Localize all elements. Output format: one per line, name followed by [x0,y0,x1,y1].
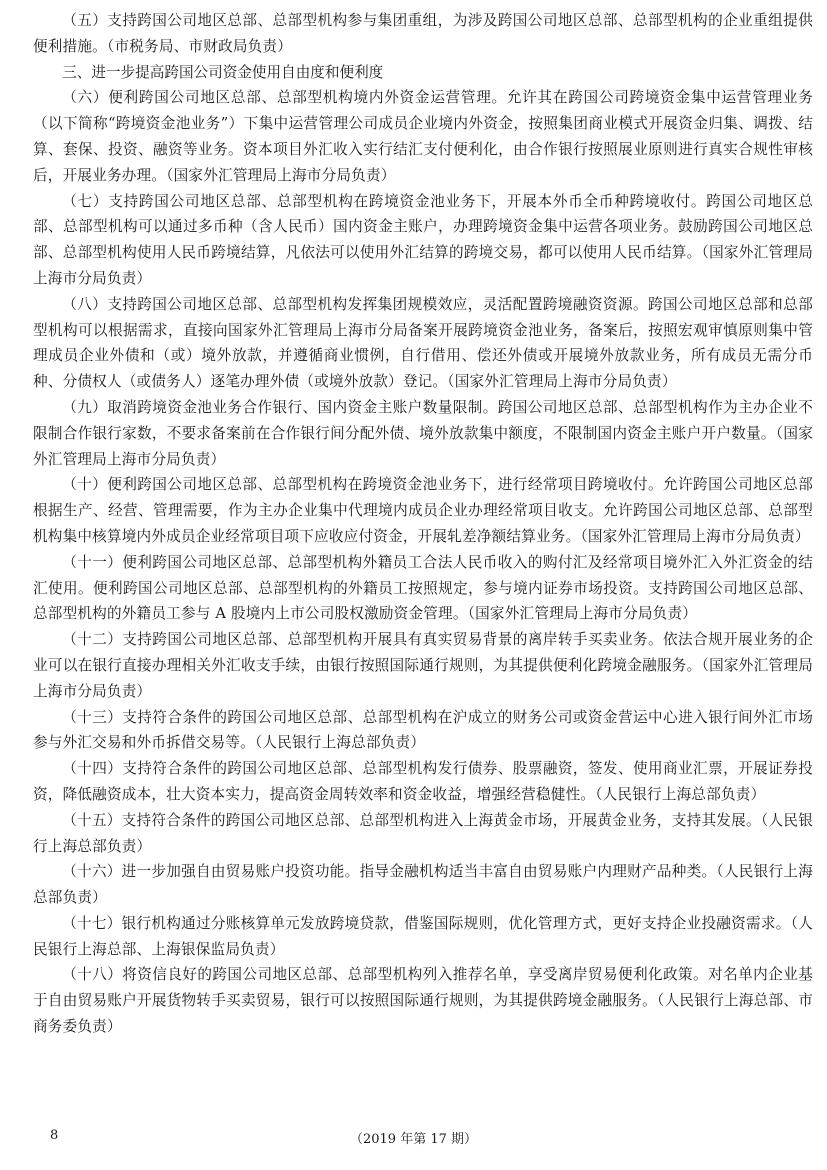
section-heading-3: 三、进一步提高跨国公司资金使用自由度和便利度 [62,63,384,81]
paragraph-11: （十一）便利跨国公司地区总部、总部型机构外籍员工合法人民币收入的购付汇及经常项目境外汇入外汇资金的结汇使用。便利跨国公司地区总部、总部型机构的外籍员工按照规定，参与境内证券市场投资。支持跨国公司地区总部、总部型机构的外籍员工参与 A 股境内上市公司股权激励资金管理。（国家外汇管理局上海市分局负责） [33,553,813,623]
paragraph-5: （五）支持跨国公司地区总部、总部型机构参与集团重组，为涉及跨国公司地区总部、总部型机构的企业重组提供便利措施。（市税务局、市财政局负责） [33,12,813,55]
issue-label: （2019 年第 17 期） [349,1132,478,1147]
paragraph-6: （六）便利跨国公司地区总部、总部型机构境内外资金运营管理。允许其在跨国公司跨境资金集中运营管理业务（以下简称“跨境资金池业务”）下集中运营管理公司成员企业境内外资金，按照集团商业模式开展资金归集、调拨、结算、套保、投资、融资等业务。资本项目外汇收入实行结汇支付便利化，由合作银行按照展业原则进行真实合规性审核后，开展业务办理。（国家外汇管理局上海市分局负责） [33,89,813,184]
paragraph-12: （十二）支持跨国公司地区总部、总部型机构开展具有真实贸易背景的离岸转手买卖业务。依法合规开展业务的企业可以在银行直接办理相关外汇收支手续，由银行按照国际通行规则，为其提供便利化跨境金融服务。（国家外汇管理局上海市分局负责） [33,631,813,700]
paragraph-18: （十八）将资信良好的跨国公司地区总部、总部型机构列入推荐名单，享受离岸贸易便利化政策。对名单内企业基于自由贸易账户开展货物转手买卖贸易，银行可以按照国际通行规则，为其提供跨境金融服务。（人民银行上海总部、市商务委负责） [33,966,813,1036]
paragraph-16: （十六）进一步加强自由贸易账户投资功能。指导金融机构适当丰富自由贸易账户内理财产品种类。（人民银行上海总部负责） [33,863,813,907]
page-number: 8 [50,1128,59,1143]
document-body [33,8,813,1040]
paragraph-7: （七）支持跨国公司地区总部、总部型机构在跨境资金池业务下，开展本外币全币种跨境收付。跨国公司地区总部、总部型机构可以通过多币种（含人民币）国内资金主账户，办理跨境资金集中运营各项业务。鼓励跨国公司地区总部、总部型机构使用人民币跨境结算，凡依法可以使用外汇结算的跨境交易，都可以使用人民币结算。（国家外汇管理局上海市分局负责） [33,192,813,287]
paragraph-17: （十七）银行机构通过分账核算单元发放跨境贷款，借鉴国际规则，优化管理方式，更好支持企业投融资需求。（人民银行上海总部、上海银保监局负责） [33,914,813,958]
paragraph-13: （十三）支持符合条件的跨国公司地区总部、总部型机构在沪成立的财务公司或资金营运中心进入银行间外汇市场参与外汇交易和外币拆借交易等。（人民银行上海总部负责） [33,708,813,752]
paragraph-9: （九）取消跨境资金池业务合作银行、国内资金主账户数量限制。跨国公司地区总部、总部型机构作为主办企业不限制合作银行家数，不要求备案前在合作银行间分配外债、境外放款集中额度，不限制国内资金主账户开户数量。（国家外汇管理局上海市分局负责） [33,398,813,468]
page-footer [0,1128,827,1152]
paragraph-15: （十五）支持符合条件的跨国公司地区总部、总部型机构进入上海黄金市场，开展黄金业务，支持其发展。（人民银行上海总部负责） [33,811,813,855]
paragraph-10: （十）便利跨国公司地区总部、总部型机构在跨境资金池业务下，进行经常项目跨境收付。允许跨国公司地区总部根据生产、经营、管理需要，作为主办企业集中代理境内成员企业办理经常项目收支。允许跨国公司地区总部、总部型机构集中核算境内外成员企业经常项目项下应收应付资金，开展轧差净额结算业务。（国家外汇管理局上海市分局负责） [33,476,813,545]
paragraph-14: （十四）支持符合条件的跨国公司地区总部、总部型机构发行债券、股票融资，签发、使用商业汇票，开展证券投资，降低融资成本，壮大资本实力，提高资金周转效率和资金收益，增强经营稳健性。（人民银行上海总部负责） [33,760,813,803]
paragraph-8: （八）支持跨国公司地区总部、总部型机构发挥集团规模效应，灵活配置跨境融资资源。跨国公司地区总部和总部型机构可以根据需求，直接向国家外汇管理局上海市分局备案开展跨境资金池业务，备案后，按照宏观审慎原则集中管理成员企业外债和（或）境外放款，并遵循商业惯例，自行借用、偿还外债或开展境外放款业务，所有成员无需分币种、分债权人（或债务人）逐笔办理外债（或境外放款）登记。（国家外汇管理局上海市分局负责） [33,295,813,391]
